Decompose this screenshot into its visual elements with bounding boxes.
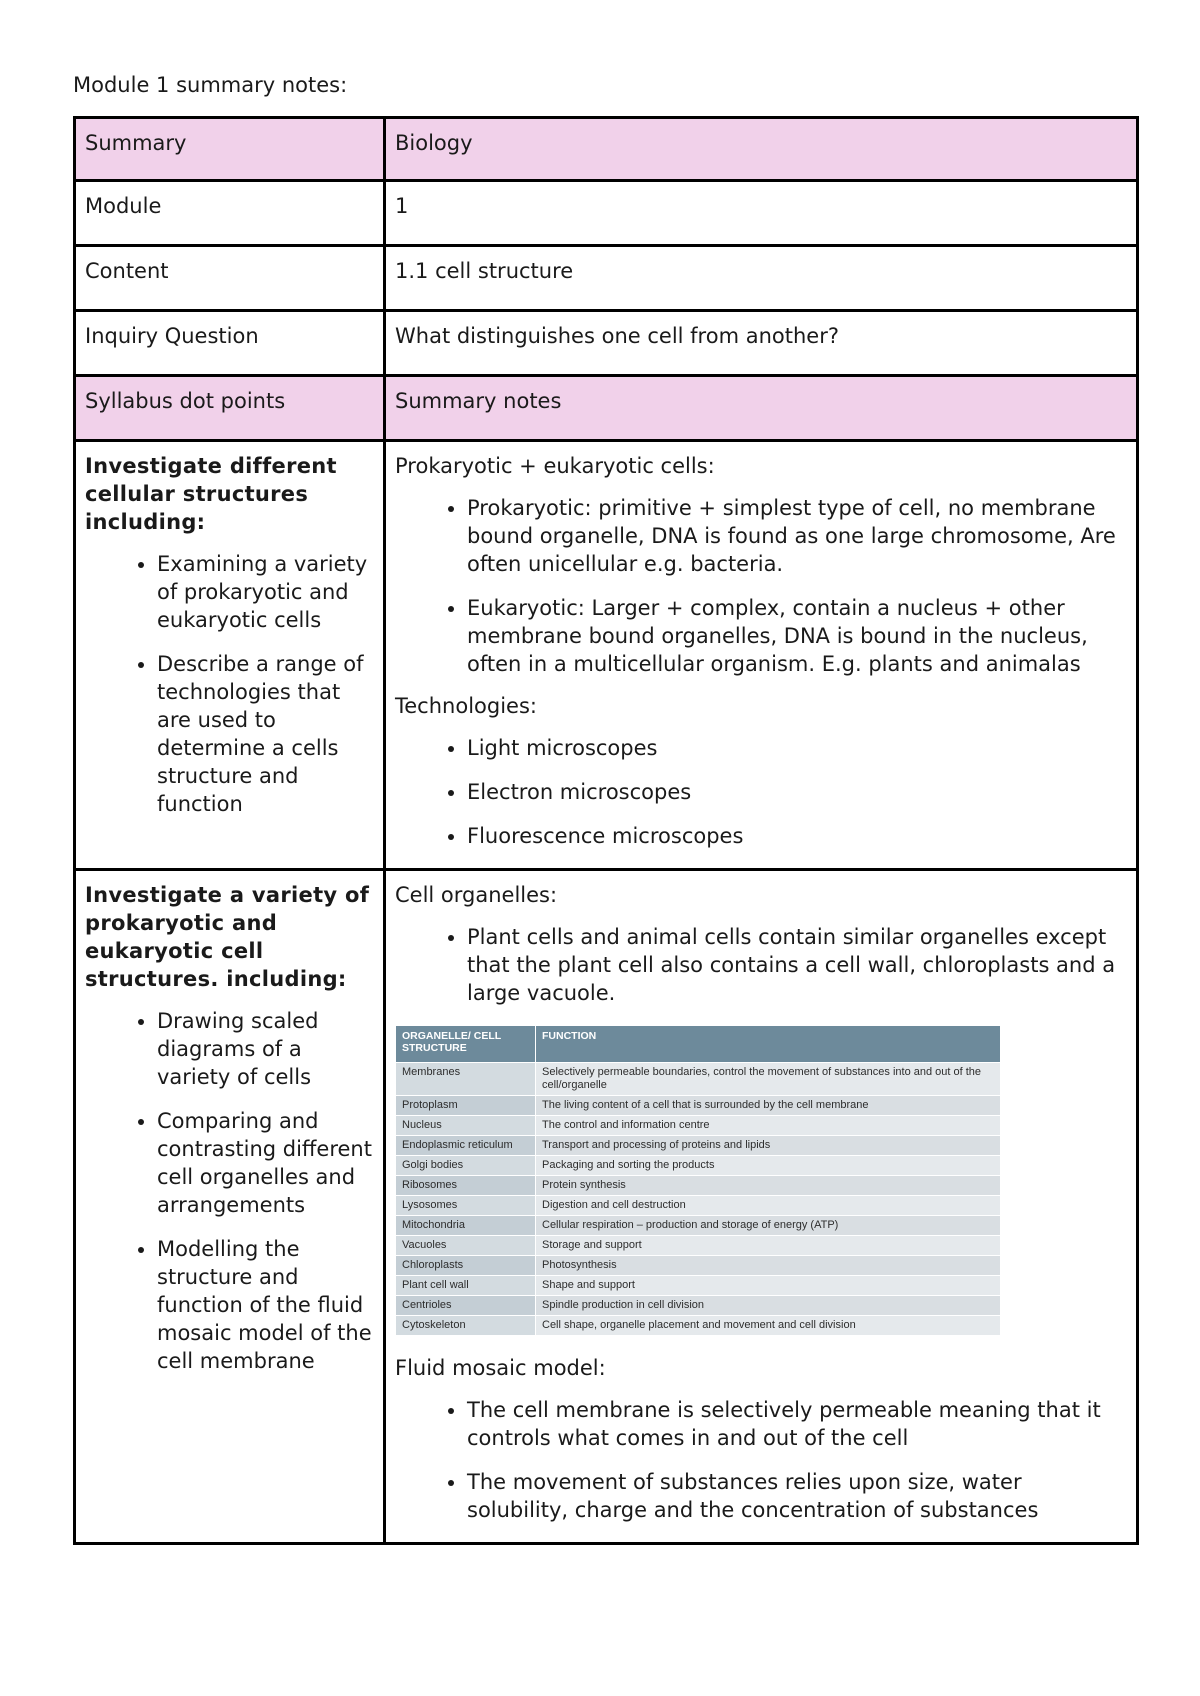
organelle-function: Selectively permeable boundaries, control the movement of substances into and out of the cell/organelle	[536, 1063, 1001, 1096]
notes-list	[395, 494, 1128, 678]
section-row-2	[75, 870, 1138, 1544]
organelle-row	[396, 1136, 1001, 1156]
organelle-row	[396, 1276, 1001, 1296]
syllabus-point: • Describe a range of technologies that are used to determine a cells structure and function	[157, 650, 375, 818]
note-item: • Eukaryotic: Larger + complex, contain a nucleus + other membrane bound organelles, DNA is bound in the nucleus, often in a multicellular organism. E.g. plants and animalas	[467, 594, 1128, 678]
organelle-name: Membranes	[396, 1063, 536, 1096]
technology-item: • Fluorescence microscopes	[467, 822, 1128, 850]
organelle-function: Protein synthesis	[536, 1176, 1001, 1196]
organelle-row	[396, 1256, 1001, 1276]
notes-heading: Cell organelles:	[395, 883, 558, 907]
organelle-function: Packaging and sorting the products	[536, 1156, 1001, 1176]
organelle-row	[396, 1196, 1001, 1216]
organelle-row	[396, 1236, 1001, 1256]
syllabus-point: • Modelling the structure and function of the fluid mosaic model of the cell membrane	[157, 1235, 375, 1375]
organelle-row	[396, 1216, 1001, 1236]
organelle-name: Plant cell wall	[396, 1276, 536, 1296]
organelle-name: Golgi bodies	[396, 1156, 536, 1176]
notes-heading: Prokaryotic + eukaryotic cells:	[395, 454, 715, 478]
fluid-mosaic-item: • The movement of substances relies upon size, water solubility, charge and the concentration of substances	[467, 1468, 1128, 1524]
syllabus-point: • Drawing scaled diagrams of a variety of cells	[157, 1007, 375, 1091]
organelle-function: The control and information centre	[536, 1116, 1001, 1136]
column-header-left: Syllabus dot points	[75, 376, 385, 441]
organelle-function: Cellular respiration – production and storage of energy (ATP)	[536, 1216, 1001, 1236]
organelle-table	[395, 1025, 1001, 1336]
fluid-mosaic-item: • The cell membrane is selectively permeable meaning that it controls what comes in and out of the cell	[467, 1396, 1128, 1452]
header-label: Module	[75, 181, 385, 246]
summary-table	[73, 116, 1139, 1545]
organelle-name: Cytoskeleton	[396, 1316, 536, 1336]
organelle-row	[396, 1096, 1001, 1116]
header-row-module	[75, 181, 1138, 246]
column-header-row	[75, 376, 1138, 441]
organelle-function: Transport and processing of proteins and lipids	[536, 1136, 1001, 1156]
organelle-function: Digestion and cell destruction	[536, 1196, 1001, 1216]
header-label: Content	[75, 246, 385, 311]
notes-cell-2	[385, 870, 1138, 1544]
header-value: Biology	[385, 118, 1138, 181]
technologies-heading: Technologies:	[395, 694, 537, 718]
organelle-name: Centrioles	[396, 1296, 536, 1316]
header-label: Summary	[75, 118, 385, 181]
technology-item: • Light microscopes	[467, 734, 1128, 762]
syllabus-points	[85, 1007, 375, 1375]
organelle-name: Protoplasm	[396, 1096, 536, 1116]
organelle-function: Spindle production in cell division	[536, 1296, 1001, 1316]
header-label: Inquiry Question	[75, 311, 385, 376]
header-value: 1.1 cell structure	[385, 246, 1138, 311]
syllabus-point: • Examining a variety of prokaryotic and eukaryotic cells	[157, 550, 375, 634]
organelle-name: Endoplasmic reticulum	[396, 1136, 536, 1156]
organelle-row	[396, 1316, 1001, 1336]
organelle-header-row	[396, 1026, 1001, 1063]
note-item: • Prokaryotic: primitive + simplest type of cell, no membrane bound organelle, DNA is found as one large chromosome, Are often unicellular e.g. bacteria.	[467, 494, 1128, 578]
technology-item: • Electron microscopes	[467, 778, 1128, 806]
organelle-row	[396, 1063, 1001, 1096]
fluid-mosaic-heading: Fluid mosaic model:	[395, 1356, 606, 1380]
organelle-name: Nucleus	[396, 1116, 536, 1136]
organelle-row	[396, 1176, 1001, 1196]
organelle-name: Vacuoles	[396, 1236, 536, 1256]
organelle-row	[396, 1156, 1001, 1176]
organelle-function: The living content of a cell that is surrounded by the cell membrane	[536, 1096, 1001, 1116]
syllabus-heading: Investigate a variety of prokaryotic and eukaryotic cell structures. including:	[85, 883, 370, 991]
organelle-function: Shape and support	[536, 1276, 1001, 1296]
fluid-mosaic-list	[395, 1396, 1128, 1524]
organelle-name: Ribosomes	[396, 1176, 536, 1196]
header-value: 1	[385, 181, 1138, 246]
organelle-name: Lysosomes	[396, 1196, 536, 1216]
note-item: • Plant cells and animal cells contain similar organelles except that the plant cell also contains a cell wall, chloroplasts and a large vacuole.	[467, 923, 1128, 1007]
organelle-col-header: ORGANELLE/ CELL STRUCTURE	[396, 1026, 536, 1063]
organelle-name: Mitochondria	[396, 1216, 536, 1236]
organelle-row	[396, 1296, 1001, 1316]
syllabus-point: • Comparing and contrasting different cell organelles and arrangements	[157, 1107, 375, 1219]
organelle-row	[396, 1116, 1001, 1136]
syllabus-cell-1	[75, 441, 385, 870]
technologies-list	[395, 734, 1128, 850]
notes-cell-1	[385, 441, 1138, 870]
organelle-function: Storage and support	[536, 1236, 1001, 1256]
document-title: Module 1 summary notes:	[73, 73, 348, 97]
header-value: What distinguishes one cell from another?	[385, 311, 1138, 376]
organelle-table-image	[395, 1025, 1000, 1336]
organelle-function: Cell shape, organelle placement and movement and cell division	[536, 1316, 1001, 1336]
header-row-inquiry	[75, 311, 1138, 376]
column-header-right: Summary notes	[385, 376, 1138, 441]
organelle-function: Photosynthesis	[536, 1256, 1001, 1276]
organelle-name: Chloroplasts	[396, 1256, 536, 1276]
syllabus-heading: Investigate different cellular structures including:	[85, 454, 337, 534]
section-row-1	[75, 441, 1138, 870]
syllabus-cell-2	[75, 870, 385, 1544]
syllabus-points	[85, 550, 375, 818]
header-row-summary	[75, 118, 1138, 181]
function-col-header: FUNCTION	[536, 1026, 1001, 1063]
notes-list	[395, 923, 1128, 1007]
header-row-content	[75, 246, 1138, 311]
